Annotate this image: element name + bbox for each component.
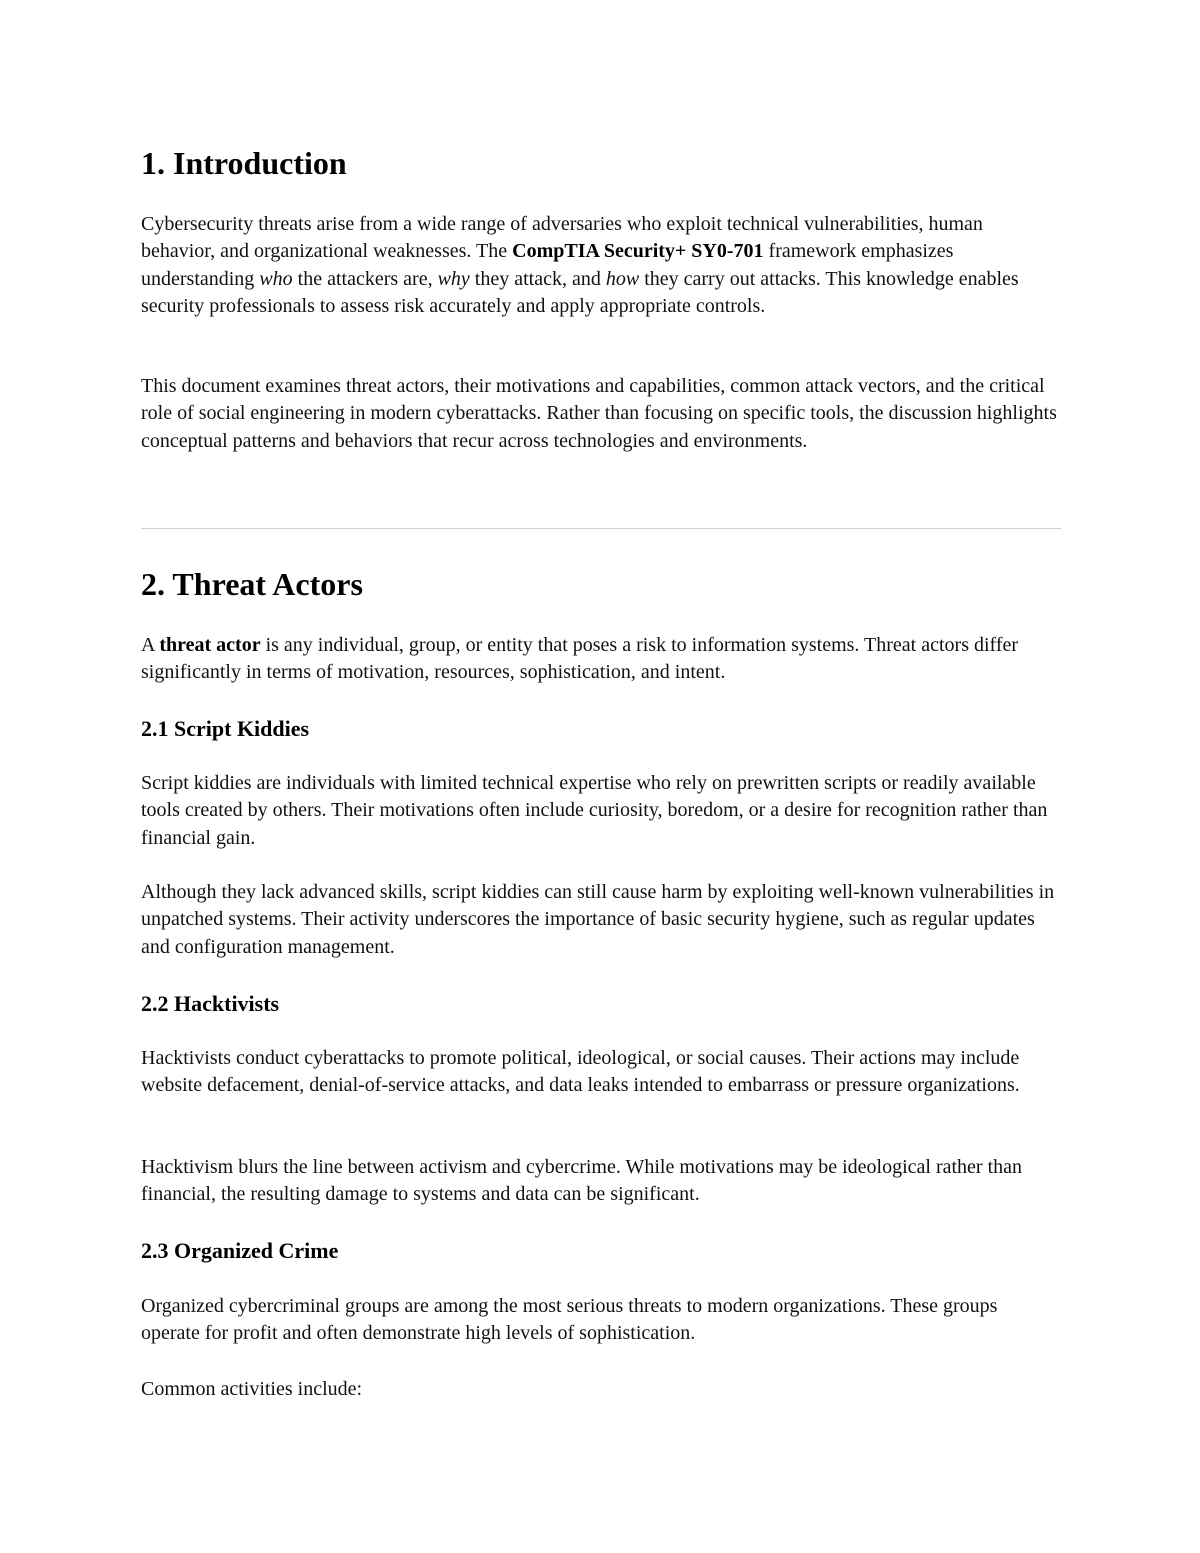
emphasis-who: who	[259, 267, 293, 290]
intro-p1-text-2: framework emphasizes understanding	[141, 240, 954, 290]
subsection-script-kiddies-heading: 2.1 Script Kiddies	[141, 716, 310, 741]
intro-paragraph-2: This document examines threat actors, their motivations and capabilities, common attack vectors, and the critical role of social engineering in modern cyberattacks. Rather than focusing on specific tools, the discussion highlights conceptual patterns and behaviors that recur across technologies and environments.	[141, 375, 1057, 452]
subsection-organized-crime-heading: 2.3 Organized Crime	[141, 1238, 339, 1263]
section-2-heading: 2. Threat Actors	[141, 566, 363, 602]
intro-p1-text-3: the attackers are,	[292, 267, 438, 290]
subsection-hacktivists-heading: 2.2 Hacktivists	[141, 991, 280, 1016]
hacktivists-paragraph-2: Hacktivism blurs the line between activism and cybercrime. While motivations may be ideological rather than financial, the resulting damage to systems and data can be significant.	[141, 1156, 1023, 1206]
emphasis-why: why	[437, 267, 470, 290]
emphasis-how: how	[605, 267, 640, 290]
intro-p1-text-4: they attack, and	[469, 267, 606, 290]
definition-text-2: is any individual, group, or entity that poses a risk to information systems. Threat actors differ significantly in terms of motivation, resources, sophistication, and intent.	[141, 634, 1019, 684]
hacktivists-paragraph-1: Hacktivists conduct cyberattacks to promote political, ideological, or social causes. Their actions may include website defacement, denial-of-service attacks, and data leaks intended to embarrass or pressure organizations.	[141, 1047, 1020, 1097]
threat-actor-definition	[141, 632, 1061, 687]
section-divider	[141, 528, 1061, 529]
intro-p1-text-1: Cybersecurity threats arise from a wide range of adversaries who exploit technical vulnerabilities, human behavior, and organizational weaknesses. The	[141, 213, 983, 263]
intro-p1-text-5: they carry out attacks. This knowledge enables security professionals to assess risk accurately and apply appropriate controls.	[141, 267, 1019, 318]
term-threat-actor: threat actor	[159, 634, 261, 656]
intro-paragraph-1	[141, 211, 1061, 321]
script-kiddies-paragraph-1: Script kiddies are individuals with limited technical expertise who rely on prewritten scripts or readily available tools created by others. Their motivations often include curiosity, boredom, or a desire for recognition rather than financial gain.	[141, 772, 1048, 849]
organized-crime-paragraph-2: Common activities include:	[141, 1378, 363, 1400]
section-1-heading: 1. Introduction	[141, 145, 347, 181]
definition-text-1: A	[141, 634, 160, 656]
organized-crime-paragraph-1: Organized cybercriminal groups are among the most serious threats to modern organizations. These groups operate for profit and often demonstrate high levels of sophistication.	[141, 1295, 998, 1345]
script-kiddies-paragraph-2: Although they lack advanced skills, script kiddies can still cause harm by exploiting well-known vulnerabilities in unpatched systems. Their activity underscores the importance of basic security hygiene, such as regular updates and configuration management.	[141, 881, 1055, 958]
comptia-framework-name: CompTIA Security+ SY0-701	[512, 240, 764, 263]
